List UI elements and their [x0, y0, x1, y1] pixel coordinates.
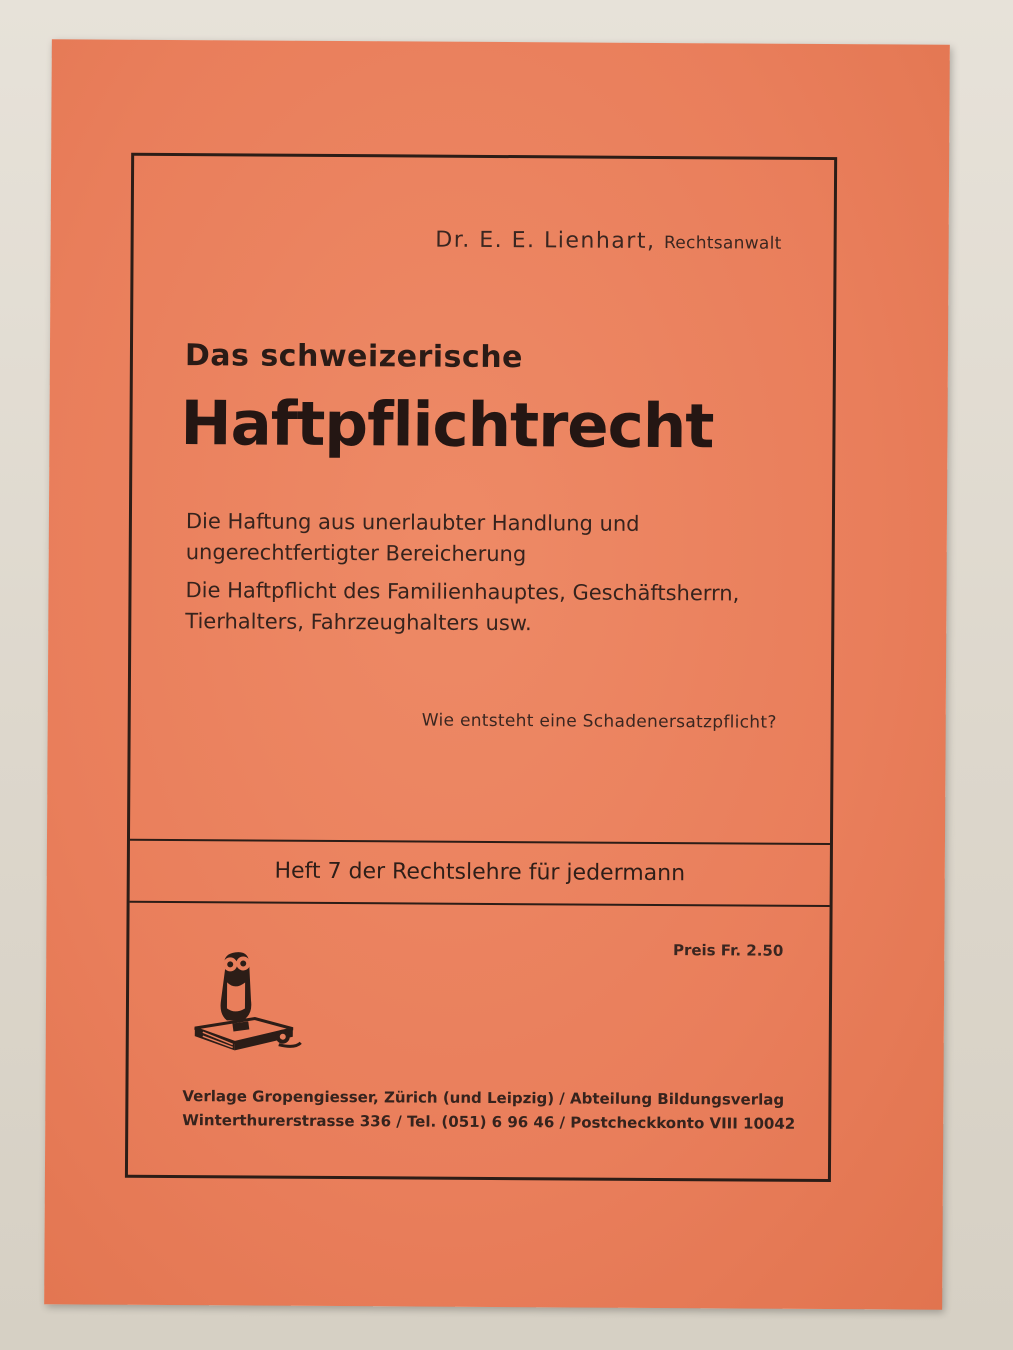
publisher-line-2: Winterthurerstrasse 336 / Tel. (051) 6 96 46 / Postcheckkonto VIII 10042	[182, 1111, 796, 1133]
publisher-line-1: Verlage Gropengiesser, Zürich (und Leipzig) / Abteilung Bildungsverlag	[182, 1087, 785, 1109]
price-label: Preis Fr. 2.50	[672, 941, 784, 960]
description-paragraph-1: Die Haftung aus unerlaubter Handlung und ungerechtfertigter Bereicherung	[185, 509, 640, 567]
cover-title: Haftpflichtrecht	[180, 388, 714, 463]
cover-description	[185, 506, 786, 648]
author-role: Rechtsanwalt	[663, 233, 782, 254]
description-paragraph-2: Die Haftpflicht des Familienhauptes, Geschäftsherrn, Tierhalters, Fahrzeughalters usw.	[185, 578, 740, 636]
series-label: Heft 7 der Rechtslehre für jedermann	[274, 858, 686, 887]
cover-frame	[125, 153, 837, 1182]
cover-subtitle: Das schweizerische	[184, 338, 524, 376]
series-band	[130, 839, 830, 907]
cover-question: Wie entsteht eine Schadenersatzpflicht?	[421, 710, 777, 733]
booklet-cover	[44, 39, 950, 1309]
author-line	[435, 228, 781, 255]
author-name: Dr. E. E. Lienhart,	[435, 227, 656, 254]
publisher-info	[182, 1084, 795, 1136]
owl-on-book-icon	[183, 948, 304, 1059]
